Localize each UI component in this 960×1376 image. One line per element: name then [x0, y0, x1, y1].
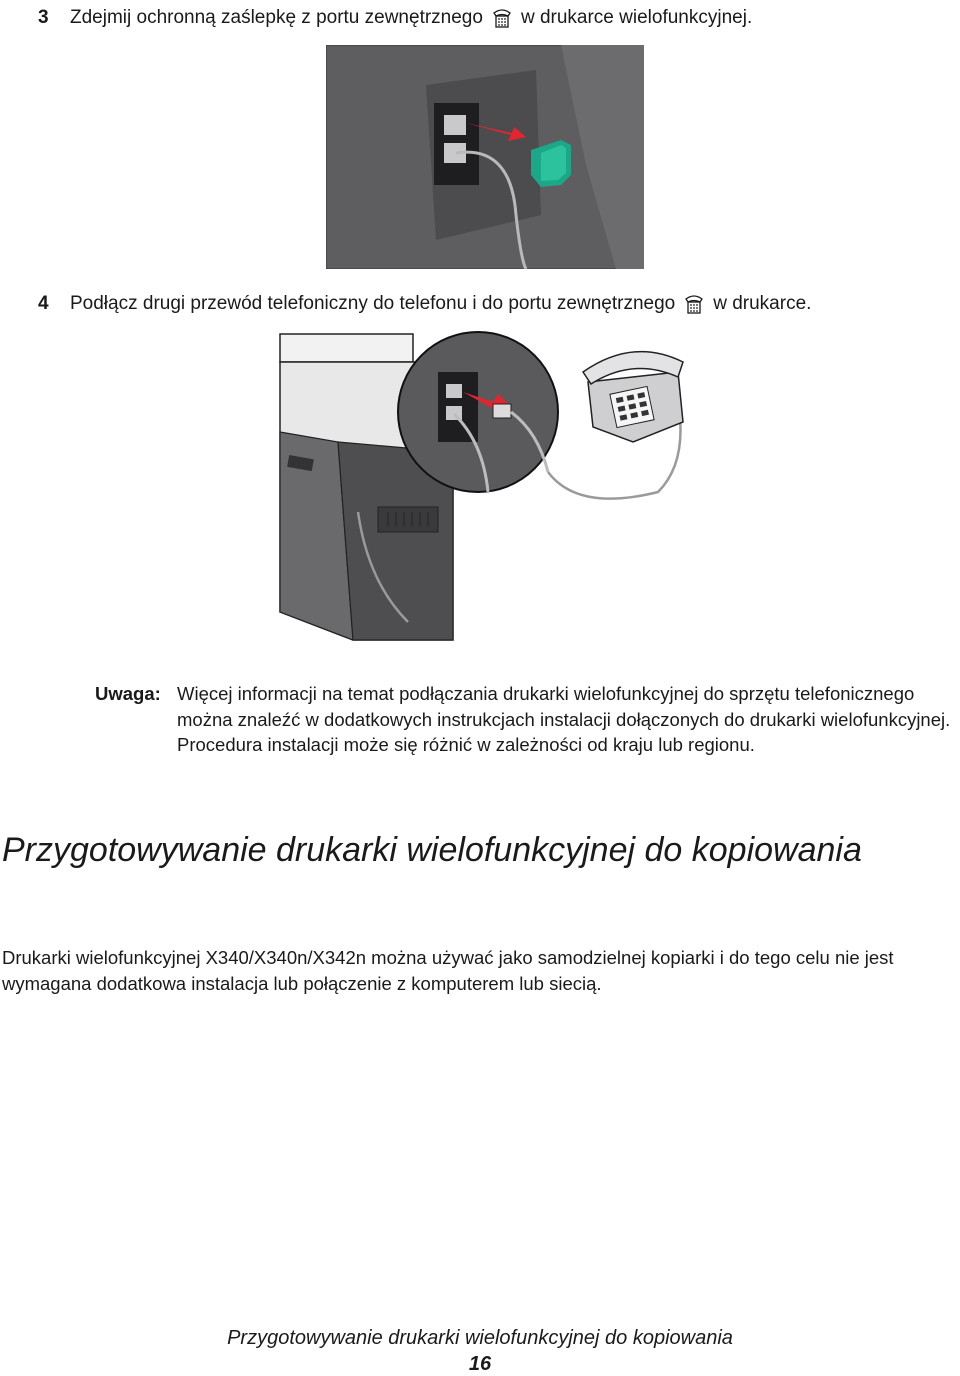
step-number: 4: [38, 293, 49, 314]
step-3: [38, 6, 752, 30]
ext-port: [444, 115, 466, 135]
plug-removal-illustration: [326, 45, 644, 269]
step-number: 3: [38, 7, 49, 28]
telephone: [583, 352, 683, 442]
step-text-after: w drukarce.: [713, 293, 812, 314]
step-text: Zdejmij ochronną zaślepkę z portu zewnętrznego: [70, 7, 483, 28]
footer-title: Przygotowywanie drukarki wielofunkcyjnej do kopiowania: [227, 1327, 733, 1349]
telephone-connection-illustration: [278, 322, 698, 642]
rj11-plug: [493, 404, 511, 418]
note-label: Uwaga:: [95, 683, 161, 704]
step-text-after: w drukarce wielofunkcyjnej.: [520, 7, 753, 28]
telephone-port-icon: [491, 6, 513, 30]
page-number: 16: [468, 1353, 492, 1375]
section-body: Drukarki wielofunkcyjnej X340/X340n/X342n można używać jako samodzielnej kopiarki i do tego celu nie jest wymagana dodatkowa instalacja lub połączenie z komputerem lub siecią.: [2, 947, 894, 994]
note-text: Więcej informacji na temat podłączania drukarki wielofunkcyjnej do sprzętu telefonicznego można znaleźć w dodatkowych instrukcjach instalacji dołączonych do drukarki wielofunkcyjnej. Procedura instalacji może się różnić w zależności od kraju lub regionu.: [177, 683, 951, 755]
section-title: Przygotowywanie drukarki wielofunkcyjnej do kopiowania: [2, 831, 862, 869]
printer-top: [280, 334, 413, 362]
step-text: Podłącz drugi przewód telefoniczny do telefonu i do portu zewnętrznego: [70, 293, 676, 314]
step-4: [38, 292, 811, 316]
telephone-port-icon: [683, 292, 705, 316]
